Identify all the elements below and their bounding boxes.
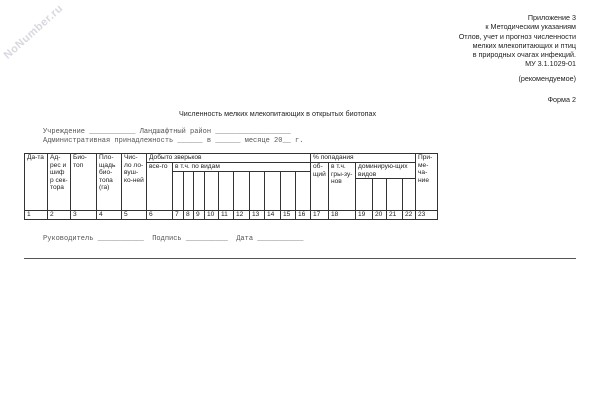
header-area: Пло-щадь био-топа (га) [97, 154, 122, 211]
species-cell [173, 172, 184, 211]
column-number: 4 [97, 211, 122, 220]
column-number: 11 [219, 211, 234, 220]
appendix-line: к Методическим указаниям [485, 22, 576, 32]
column-number: 14 [265, 211, 281, 220]
header-by-species: в т.ч. по видам [173, 163, 311, 172]
dominant-cell [356, 179, 373, 211]
dominant-cell [403, 179, 416, 211]
header-caught: Добыто зверьков [147, 154, 311, 163]
affiliation-line: Административная принадлежность ______ в ______ месяце 20__ г. [43, 137, 304, 145]
column-number: 20 [373, 211, 387, 220]
column-number: 6 [147, 211, 173, 220]
document-title: Численность мелких млекопитающих в открытых биотопах [179, 109, 377, 118]
watermark: NoNumber.ru [1, 2, 66, 62]
column-number: 19 [356, 211, 373, 220]
appendix-line: Отлов, учет и прогноз численности [458, 31, 576, 41]
species-cell [205, 172, 219, 211]
data-table [24, 153, 438, 220]
form-label: Форма 2 [547, 95, 576, 104]
header-rodents: в т.ч. гры-зу-нов [329, 163, 356, 211]
appendix-line: МУ 3.1.1029-01 [525, 59, 576, 69]
column-number: 18 [329, 211, 356, 220]
column-number: 21 [387, 211, 403, 220]
species-cell [250, 172, 265, 211]
species-cell [194, 172, 205, 211]
column-number: 23 [416, 211, 438, 220]
column-number: 10 [205, 211, 219, 220]
column-number: 2 [48, 211, 71, 220]
column-number: 17 [311, 211, 329, 220]
appendix-line: Приложение 3 [527, 13, 576, 22]
species-cell [281, 172, 296, 211]
recommended-label: (рекомендуемое) [518, 74, 576, 83]
header-catch-pct: % попадания [311, 154, 416, 163]
column-number: 7 [173, 211, 184, 220]
header-note: При-ме-ча-ние [416, 154, 438, 211]
institution-line: Учреждение ___________ Ландшафтный район __________________ [43, 128, 291, 136]
header-date: Да-та [25, 154, 48, 211]
column-number: 9 [194, 211, 205, 220]
column-number: 13 [250, 211, 265, 220]
appendix-line: мелких млекопитающих и птиц [472, 40, 576, 50]
divider [24, 258, 576, 259]
signature-line: Руководитель ___________ Подпись __________ Дата ___________ [43, 235, 304, 243]
column-number: 15 [281, 211, 296, 220]
header-total: все-го [147, 163, 173, 211]
column-number: 12 [234, 211, 250, 220]
column-number: 3 [71, 211, 97, 220]
header-address: Ад-рес и шиф р сек-тора [48, 154, 71, 211]
species-cell [265, 172, 281, 211]
header-overall: об-щий [311, 163, 329, 211]
dominant-cell [373, 179, 387, 211]
column-number-row [25, 211, 438, 220]
column-number: 16 [296, 211, 311, 220]
species-cell [296, 172, 311, 211]
column-number: 8 [184, 211, 194, 220]
column-number: 22 [403, 211, 416, 220]
header-biotope: Био-топ [71, 154, 97, 211]
dominant-cell [387, 179, 403, 211]
appendix-line: в природных очагах инфекций. [472, 50, 576, 60]
column-number: 5 [122, 211, 147, 220]
appendix-header [459, 13, 576, 69]
column-number: 1 [25, 211, 48, 220]
species-cell [184, 172, 194, 211]
species-cell [219, 172, 234, 211]
species-cell [234, 172, 250, 211]
header-trap-nights: Чис-ло ло-вуш-ко-ней [122, 154, 147, 211]
header-dominant: доминирую-щих видов [356, 163, 416, 179]
